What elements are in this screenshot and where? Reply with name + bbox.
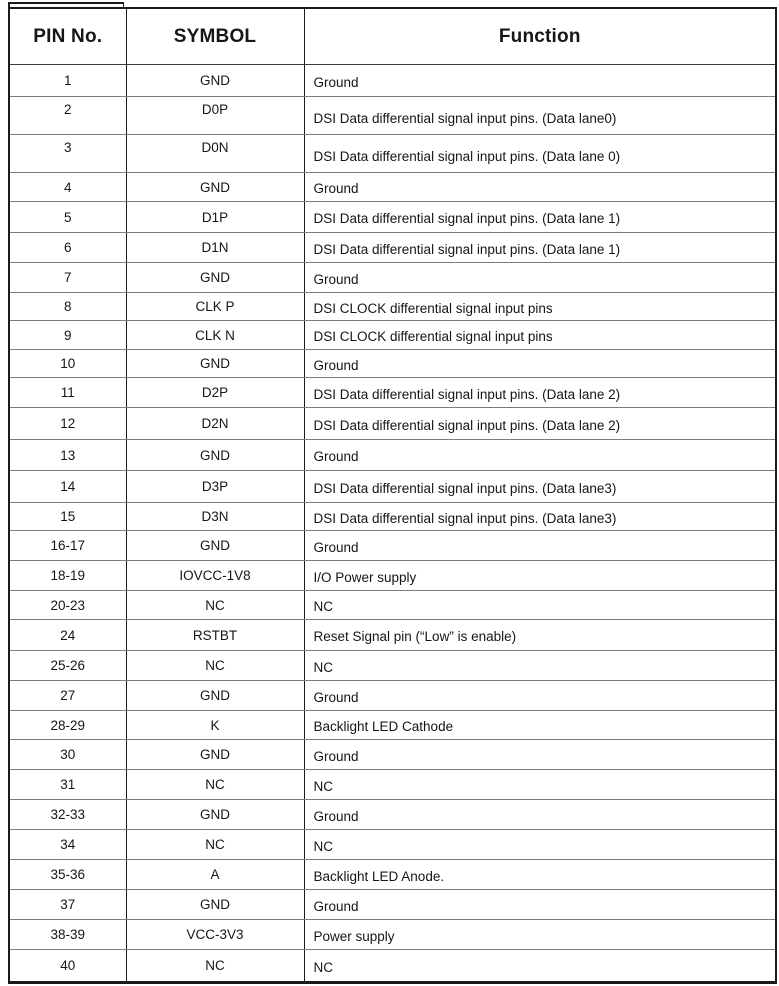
symbol-cell: D2P	[126, 378, 304, 408]
table-row	[9, 651, 776, 681]
pin-cell: 25-26	[9, 651, 126, 681]
symbol-cell: RSTBT	[126, 620, 304, 651]
symbol-cell: D3P	[126, 471, 304, 503]
table-row	[9, 770, 776, 800]
pin-cell: 16-17	[9, 531, 126, 561]
pin-cell: 27	[9, 681, 126, 711]
table-row	[9, 350, 776, 378]
symbol-cell: D0N	[126, 135, 304, 173]
symbol-cell: GND	[126, 531, 304, 561]
pin-cell: 14	[9, 471, 126, 503]
symbol-cell: D3N	[126, 503, 304, 531]
symbol-cell: NC	[126, 830, 304, 860]
table-row	[9, 471, 776, 503]
pin-cell: 3	[9, 135, 126, 173]
function-cell: NC	[304, 950, 776, 983]
table-row	[9, 620, 776, 651]
pin-cell: 7	[9, 263, 126, 293]
column-header-symbol: SYMBOL	[126, 8, 304, 65]
function-cell: NC	[304, 651, 776, 681]
pin-cell: 40	[9, 950, 126, 983]
function-cell: Backlight LED Cathode	[304, 711, 776, 740]
function-cell: DSI Data differential signal input pins. (Data lane 1)	[304, 233, 776, 263]
table-row	[9, 233, 776, 263]
table-row	[9, 440, 776, 471]
table-row	[9, 950, 776, 983]
table-row	[9, 378, 776, 408]
pin-cell: 30	[9, 740, 126, 770]
symbol-cell: GND	[126, 350, 304, 378]
symbol-cell: GND	[126, 440, 304, 471]
table-row	[9, 135, 776, 173]
function-cell: Ground	[304, 531, 776, 561]
pin-cell: 5	[9, 202, 126, 233]
table-row	[9, 681, 776, 711]
function-cell: Ground	[304, 800, 776, 830]
table-row	[9, 503, 776, 531]
table-row	[9, 800, 776, 830]
table-row	[9, 920, 776, 950]
function-cell: NC	[304, 591, 776, 620]
pin-cell: 4	[9, 173, 126, 202]
function-cell: DSI CLOCK differential signal input pins	[304, 293, 776, 321]
function-cell: Ground	[304, 263, 776, 293]
pin-function-table	[8, 7, 777, 984]
function-cell: Ground	[304, 890, 776, 920]
pin-cell: 24	[9, 620, 126, 651]
symbol-cell: GND	[126, 681, 304, 711]
function-cell: DSI Data differential signal input pins. (Data lane3)	[304, 503, 776, 531]
pin-cell: 31	[9, 770, 126, 800]
function-cell: Ground	[304, 173, 776, 202]
pin-cell: 10	[9, 350, 126, 378]
symbol-cell: GND	[126, 890, 304, 920]
symbol-cell: CLK N	[126, 321, 304, 350]
pin-cell: 18-19	[9, 561, 126, 591]
column-header-pin-no: PIN No.	[9, 8, 126, 65]
table-row	[9, 591, 776, 620]
pin-cell: 34	[9, 830, 126, 860]
table-row	[9, 561, 776, 591]
pin-cell: 28-29	[9, 711, 126, 740]
function-cell: DSI CLOCK differential signal input pins	[304, 321, 776, 350]
table-row	[9, 830, 776, 860]
pin-cell: 9	[9, 321, 126, 350]
function-cell: DSI Data differential signal input pins. (Data lane0)	[304, 97, 776, 135]
function-cell: DSI Data differential signal input pins. (Data lane 1)	[304, 202, 776, 233]
column-header-function: Function	[304, 8, 776, 65]
symbol-cell: K	[126, 711, 304, 740]
symbol-cell: GND	[126, 800, 304, 830]
function-cell: Ground	[304, 740, 776, 770]
symbol-cell: D2N	[126, 408, 304, 440]
function-cell: DSI Data differential signal input pins. (Data lane 2)	[304, 378, 776, 408]
table-header-row	[9, 8, 776, 65]
function-cell: Ground	[304, 65, 776, 97]
table-row	[9, 321, 776, 350]
pin-cell: 8	[9, 293, 126, 321]
pin-cell: 37	[9, 890, 126, 920]
table-row	[9, 408, 776, 440]
pin-cell: 12	[9, 408, 126, 440]
pin-cell: 13	[9, 440, 126, 471]
symbol-cell: NC	[126, 591, 304, 620]
table-row	[9, 890, 776, 920]
symbol-cell: GND	[126, 740, 304, 770]
function-cell: Ground	[304, 350, 776, 378]
pin-cell: 32-33	[9, 800, 126, 830]
symbol-cell: D1P	[126, 202, 304, 233]
pin-cell: 2	[9, 97, 126, 135]
table-row	[9, 173, 776, 202]
table-row	[9, 97, 776, 135]
pin-cell: 35-36	[9, 860, 126, 890]
table-row	[9, 65, 776, 97]
pin-cell: 11	[9, 378, 126, 408]
symbol-cell: VCC-3V3	[126, 920, 304, 950]
function-cell: Ground	[304, 440, 776, 471]
symbol-cell: NC	[126, 651, 304, 681]
pin-cell: 20-23	[9, 591, 126, 620]
symbol-cell: GND	[126, 263, 304, 293]
function-cell: Backlight LED Anode.	[304, 860, 776, 890]
function-cell: Reset Signal pin (“Low” is enable)	[304, 620, 776, 651]
function-cell: Power supply	[304, 920, 776, 950]
table-row	[9, 263, 776, 293]
function-cell: DSI Data differential signal input pins. (Data lane 0)	[304, 135, 776, 173]
symbol-cell: CLK P	[126, 293, 304, 321]
symbol-cell: D1N	[126, 233, 304, 263]
function-cell: NC	[304, 830, 776, 860]
function-cell: Ground	[304, 681, 776, 711]
table-row	[9, 860, 776, 890]
symbol-cell: NC	[126, 770, 304, 800]
pin-cell: 38-39	[9, 920, 126, 950]
table-row	[9, 711, 776, 740]
table-row	[9, 531, 776, 561]
symbol-cell: IOVCC-1V8	[126, 561, 304, 591]
table-row	[9, 740, 776, 770]
function-cell: NC	[304, 770, 776, 800]
function-cell: I/O Power supply	[304, 561, 776, 591]
pin-cell: 6	[9, 233, 126, 263]
pin-cell: 1	[9, 65, 126, 97]
function-cell: DSI Data differential signal input pins. (Data lane3)	[304, 471, 776, 503]
table-body	[9, 65, 776, 983]
pin-cell: 15	[9, 503, 126, 531]
symbol-cell: GND	[126, 173, 304, 202]
symbol-cell: NC	[126, 950, 304, 983]
symbol-cell: A	[126, 860, 304, 890]
symbol-cell: GND	[126, 65, 304, 97]
symbol-cell: D0P	[126, 97, 304, 135]
function-cell: DSI Data differential signal input pins. (Data lane 2)	[304, 408, 776, 440]
table-row	[9, 293, 776, 321]
table-row	[9, 202, 776, 233]
